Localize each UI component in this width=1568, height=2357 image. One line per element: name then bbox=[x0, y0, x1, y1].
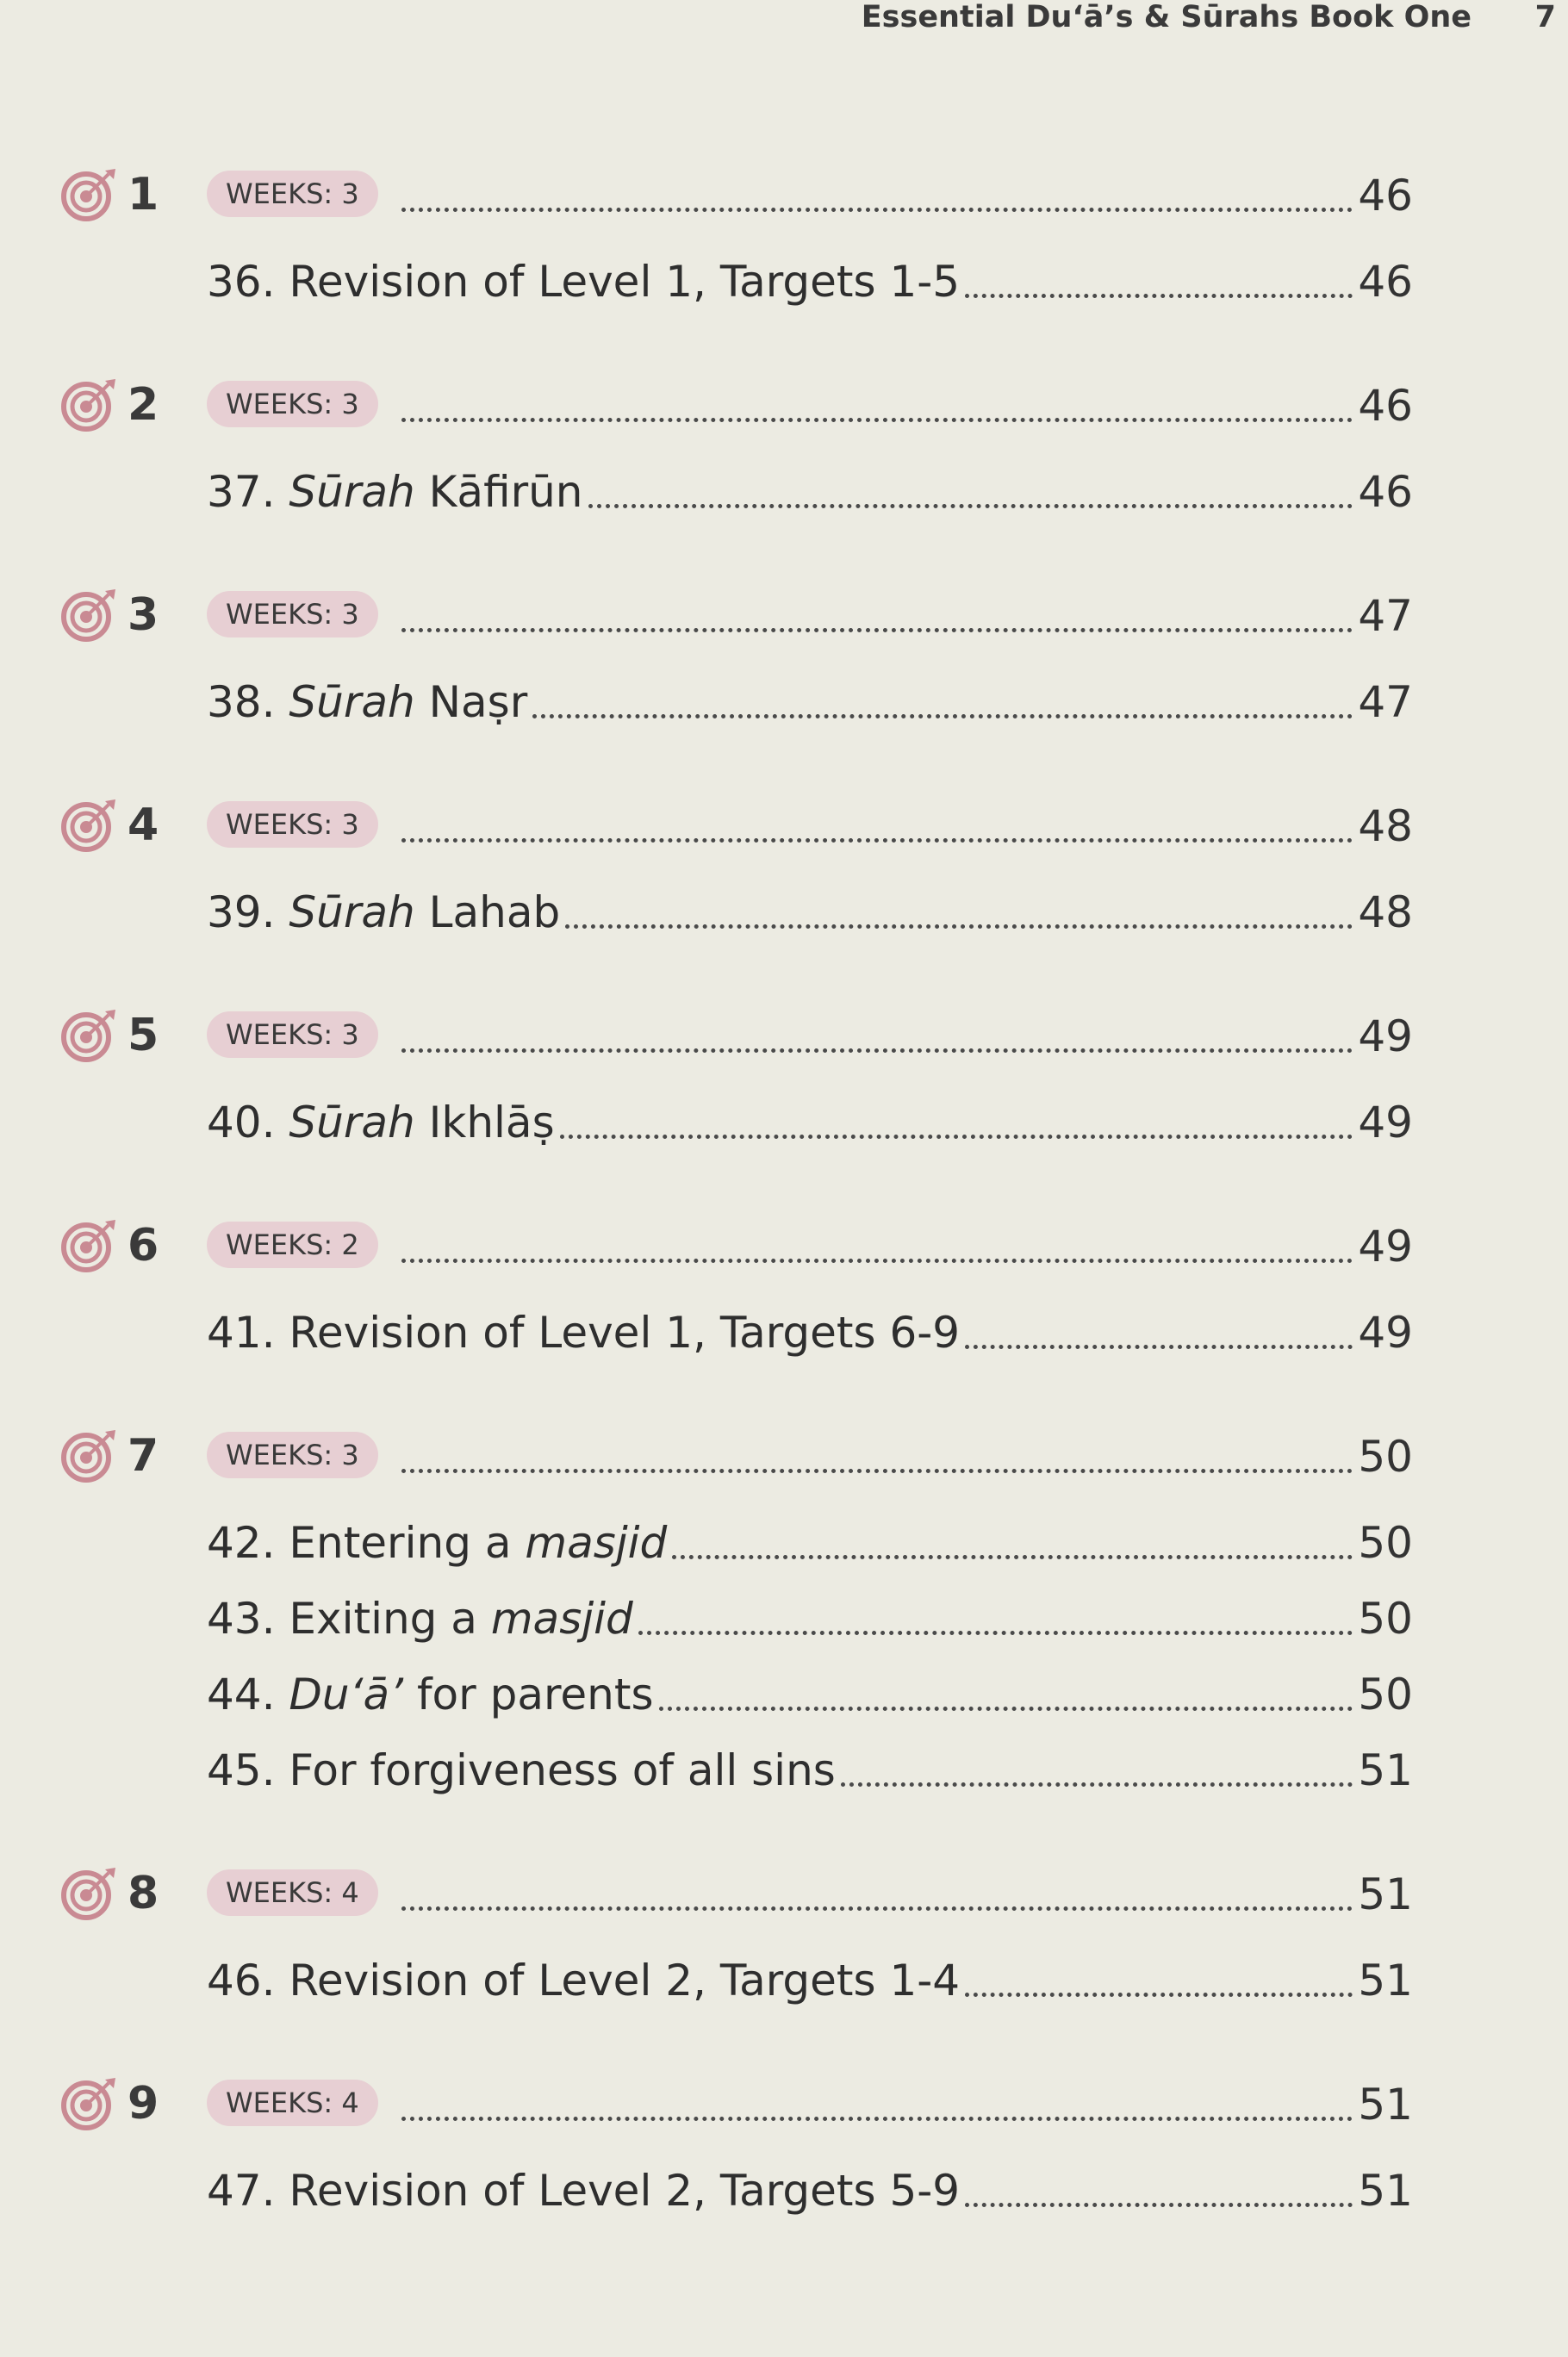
entry-title bbox=[207, 677, 528, 731]
section-gap bbox=[60, 1160, 1413, 1215]
entry-page-number: 50 bbox=[1358, 1518, 1413, 1568]
entry-leader-line bbox=[207, 1732, 1413, 1799]
entry-title-italic: Sūrah bbox=[289, 467, 415, 517]
target-page-number: 49 bbox=[1358, 1011, 1413, 1061]
entry-title-italic: Sūrah bbox=[289, 677, 415, 727]
dot-leader bbox=[672, 1555, 1353, 1559]
entry-leader-line bbox=[207, 874, 1413, 941]
dot-leader bbox=[841, 1782, 1353, 1787]
target-number: 1 bbox=[128, 169, 159, 221]
entry-title-italic: Du‘ā’ bbox=[289, 1670, 404, 1720]
entry-page-number: 51 bbox=[1358, 1956, 1413, 2006]
entry-leader-line bbox=[207, 453, 1413, 520]
entry-leader-line bbox=[207, 1084, 1413, 1151]
entry-title-italic: masjid bbox=[525, 1518, 668, 1568]
target-leader-line bbox=[396, 2073, 1413, 2133]
toc-entry[interactable] bbox=[60, 1732, 1413, 1807]
weeks-badge: WEEKS: 2 bbox=[207, 1222, 378, 1268]
target-page-number: 48 bbox=[1358, 801, 1413, 851]
section-gap bbox=[60, 2018, 1413, 2073]
target-icon bbox=[60, 1008, 119, 1063]
section-gap bbox=[60, 1807, 1413, 1863]
entry-page-number: 48 bbox=[1358, 887, 1413, 937]
entry-title bbox=[207, 1518, 668, 1571]
dot-leader bbox=[588, 504, 1353, 508]
toc-entry[interactable] bbox=[60, 1580, 1413, 1656]
target-row[interactable] bbox=[60, 794, 1413, 874]
dot-leader bbox=[401, 1259, 1353, 1263]
target-icon bbox=[60, 1428, 119, 1483]
entry-page-number: 50 bbox=[1358, 1670, 1413, 1720]
target-row[interactable] bbox=[60, 374, 1413, 453]
target-icon bbox=[60, 167, 119, 222]
running-header bbox=[0, 0, 1568, 45]
target-leader-line bbox=[396, 584, 1413, 644]
entry-title-prefix: 44. bbox=[207, 1670, 289, 1720]
dot-leader bbox=[965, 2203, 1353, 2207]
target-page-number: 46 bbox=[1358, 381, 1413, 431]
weeks-badge: WEEKS: 3 bbox=[207, 1432, 378, 1478]
target-block bbox=[60, 1004, 1413, 1160]
weeks-badge: WEEKS: 3 bbox=[207, 801, 378, 848]
entry-leader-line bbox=[207, 2152, 1413, 2219]
entry-title-suffix: Lahab bbox=[414, 887, 561, 937]
toc-entry[interactable] bbox=[60, 1294, 1413, 1370]
target-page-number: 51 bbox=[1358, 1869, 1413, 1919]
entry-title bbox=[207, 1098, 555, 1151]
entry-title bbox=[207, 257, 961, 310]
dot-leader bbox=[401, 1906, 1353, 1911]
dot-leader bbox=[532, 714, 1353, 718]
entry-title bbox=[207, 1956, 961, 2009]
entry-title-prefix: 42. Entering a bbox=[207, 1518, 526, 1568]
dot-leader bbox=[401, 1469, 1353, 1473]
weeks-badge: WEEKS: 4 bbox=[207, 1869, 378, 1916]
target-number: 9 bbox=[128, 2078, 159, 2130]
entry-title bbox=[207, 467, 583, 520]
target-row[interactable] bbox=[60, 2073, 1413, 2152]
toc-entry[interactable] bbox=[60, 1942, 1413, 2018]
target-row[interactable] bbox=[60, 1425, 1413, 1504]
target-block bbox=[60, 794, 1413, 949]
dot-leader bbox=[401, 628, 1353, 632]
target-icon bbox=[60, 2076, 119, 2131]
entry-page-number: 46 bbox=[1358, 257, 1413, 307]
target-block bbox=[60, 1215, 1413, 1370]
entry-leader-line bbox=[207, 243, 1413, 310]
target-page-number: 49 bbox=[1358, 1222, 1413, 1272]
target-leader-line bbox=[396, 794, 1413, 855]
entry-title-suffix: Ikhlāṣ bbox=[414, 1098, 555, 1147]
entry-page-number: 47 bbox=[1358, 677, 1413, 727]
entry-title-italic: Sūrah bbox=[289, 887, 415, 937]
entry-title-prefix: 38. bbox=[207, 677, 289, 727]
entry-leader-line bbox=[207, 1580, 1413, 1647]
dot-leader bbox=[965, 1993, 1353, 1997]
target-page-number: 50 bbox=[1358, 1432, 1413, 1482]
target-page-number: 46 bbox=[1358, 171, 1413, 221]
section-gap bbox=[60, 1370, 1413, 1425]
target-leader-line bbox=[396, 164, 1413, 224]
book-title: Essential Du‘ā’s & Sūrahs Book One bbox=[861, 0, 1472, 34]
target-icon bbox=[60, 798, 119, 853]
section-gap bbox=[60, 949, 1413, 1004]
entry-page-number: 49 bbox=[1358, 1098, 1413, 1147]
entry-page-number: 50 bbox=[1358, 1594, 1413, 1644]
target-leader-line bbox=[396, 1004, 1413, 1065]
entry-title-prefix: 41. Revision of Level 1, Targets 6-9 bbox=[207, 1308, 961, 1358]
entry-title bbox=[207, 2166, 961, 2219]
dot-leader bbox=[965, 1345, 1353, 1349]
entry-leader-line bbox=[207, 1942, 1413, 2009]
page-number: 7 bbox=[1534, 0, 1556, 34]
target-page-number: 51 bbox=[1358, 2080, 1413, 2130]
weeks-badge: WEEKS: 3 bbox=[207, 171, 378, 217]
dot-leader bbox=[565, 924, 1353, 929]
toc-entry[interactable] bbox=[60, 243, 1413, 319]
toc-entry[interactable] bbox=[60, 874, 1413, 949]
entry-title-suffix: for parents bbox=[403, 1670, 654, 1720]
entry-title-prefix: 46. Revision of Level 2, Targets 1-4 bbox=[207, 1956, 961, 2006]
entry-leader-line bbox=[207, 1504, 1413, 1571]
entry-title-italic: Sūrah bbox=[289, 1098, 415, 1147]
entry-title-prefix: 43. Exiting a bbox=[207, 1594, 491, 1644]
target-block bbox=[60, 1425, 1413, 1807]
entry-page-number: 46 bbox=[1358, 467, 1413, 517]
target-number: 5 bbox=[128, 1010, 159, 1061]
dot-leader bbox=[401, 1048, 1353, 1053]
toc-entry[interactable] bbox=[60, 663, 1413, 739]
entry-title-suffix: Kāfirūn bbox=[414, 467, 583, 517]
weeks-badge: WEEKS: 3 bbox=[207, 591, 378, 637]
section-gap bbox=[60, 529, 1413, 584]
dot-leader bbox=[965, 294, 1353, 298]
target-leader-line bbox=[396, 1425, 1413, 1485]
entry-title-prefix: 36. Revision of Level 1, Targets 1-5 bbox=[207, 257, 961, 307]
entry-title-prefix: 47. Revision of Level 2, Targets 5-9 bbox=[207, 2166, 961, 2216]
dot-leader bbox=[401, 418, 1353, 422]
target-leader-line bbox=[396, 1863, 1413, 1923]
target-block bbox=[60, 2073, 1413, 2228]
entry-title-prefix: 40. bbox=[207, 1098, 289, 1147]
target-number: 3 bbox=[128, 589, 159, 641]
entry-leader-line bbox=[207, 1656, 1413, 1723]
table-of-contents bbox=[60, 164, 1413, 2228]
target-row[interactable] bbox=[60, 164, 1413, 243]
entry-title-italic: masjid bbox=[490, 1594, 633, 1644]
target-number: 8 bbox=[128, 1868, 159, 1919]
entry-title-suffix: Naṣr bbox=[414, 677, 528, 727]
dot-leader bbox=[659, 1707, 1353, 1711]
entry-leader-line bbox=[207, 663, 1413, 731]
entry-title bbox=[207, 1308, 961, 1361]
target-icon bbox=[60, 377, 119, 432]
target-icon bbox=[60, 1866, 119, 1921]
entry-page-number: 51 bbox=[1358, 1745, 1413, 1795]
entry-title bbox=[207, 887, 561, 941]
toc-entry[interactable] bbox=[60, 453, 1413, 529]
target-row[interactable] bbox=[60, 1863, 1413, 1942]
toc-entry[interactable] bbox=[60, 2152, 1413, 2228]
section-gap bbox=[60, 739, 1413, 794]
entry-title-prefix: 45. For forgiveness of all sins bbox=[207, 1745, 836, 1795]
target-leader-line bbox=[396, 374, 1413, 434]
target-row[interactable] bbox=[60, 1004, 1413, 1084]
dot-leader bbox=[401, 208, 1353, 212]
entry-leader-line bbox=[207, 1294, 1413, 1361]
dot-leader bbox=[560, 1135, 1353, 1139]
entry-title bbox=[207, 1670, 654, 1723]
entry-title-prefix: 37. bbox=[207, 467, 289, 517]
toc-entry[interactable] bbox=[60, 1084, 1413, 1160]
dot-leader bbox=[638, 1631, 1353, 1635]
dot-leader bbox=[401, 838, 1353, 843]
target-number: 7 bbox=[128, 1430, 159, 1482]
target-icon bbox=[60, 588, 119, 643]
weeks-badge: WEEKS: 3 bbox=[207, 1011, 378, 1058]
target-number: 4 bbox=[128, 799, 159, 851]
target-number: 6 bbox=[128, 1220, 159, 1272]
weeks-badge: WEEKS: 3 bbox=[207, 381, 378, 427]
target-block bbox=[60, 374, 1413, 529]
entry-page-number: 51 bbox=[1358, 2166, 1413, 2216]
entry-page-number: 49 bbox=[1358, 1308, 1413, 1358]
entry-title bbox=[207, 1594, 633, 1647]
target-row[interactable] bbox=[60, 1215, 1413, 1294]
toc-entry[interactable] bbox=[60, 1504, 1413, 1580]
target-row[interactable] bbox=[60, 584, 1413, 663]
entry-title-prefix: 39. bbox=[207, 887, 289, 937]
dot-leader bbox=[401, 2117, 1353, 2121]
target-block bbox=[60, 584, 1413, 739]
entry-title bbox=[207, 1745, 836, 1799]
target-block bbox=[60, 164, 1413, 319]
target-number: 2 bbox=[128, 379, 159, 431]
target-leader-line bbox=[396, 1215, 1413, 1275]
target-icon bbox=[60, 1218, 119, 1273]
toc-entry[interactable] bbox=[60, 1656, 1413, 1732]
weeks-badge: WEEKS: 4 bbox=[207, 2080, 378, 2126]
section-gap bbox=[60, 319, 1413, 374]
target-page-number: 47 bbox=[1358, 591, 1413, 641]
target-block bbox=[60, 1863, 1413, 2018]
